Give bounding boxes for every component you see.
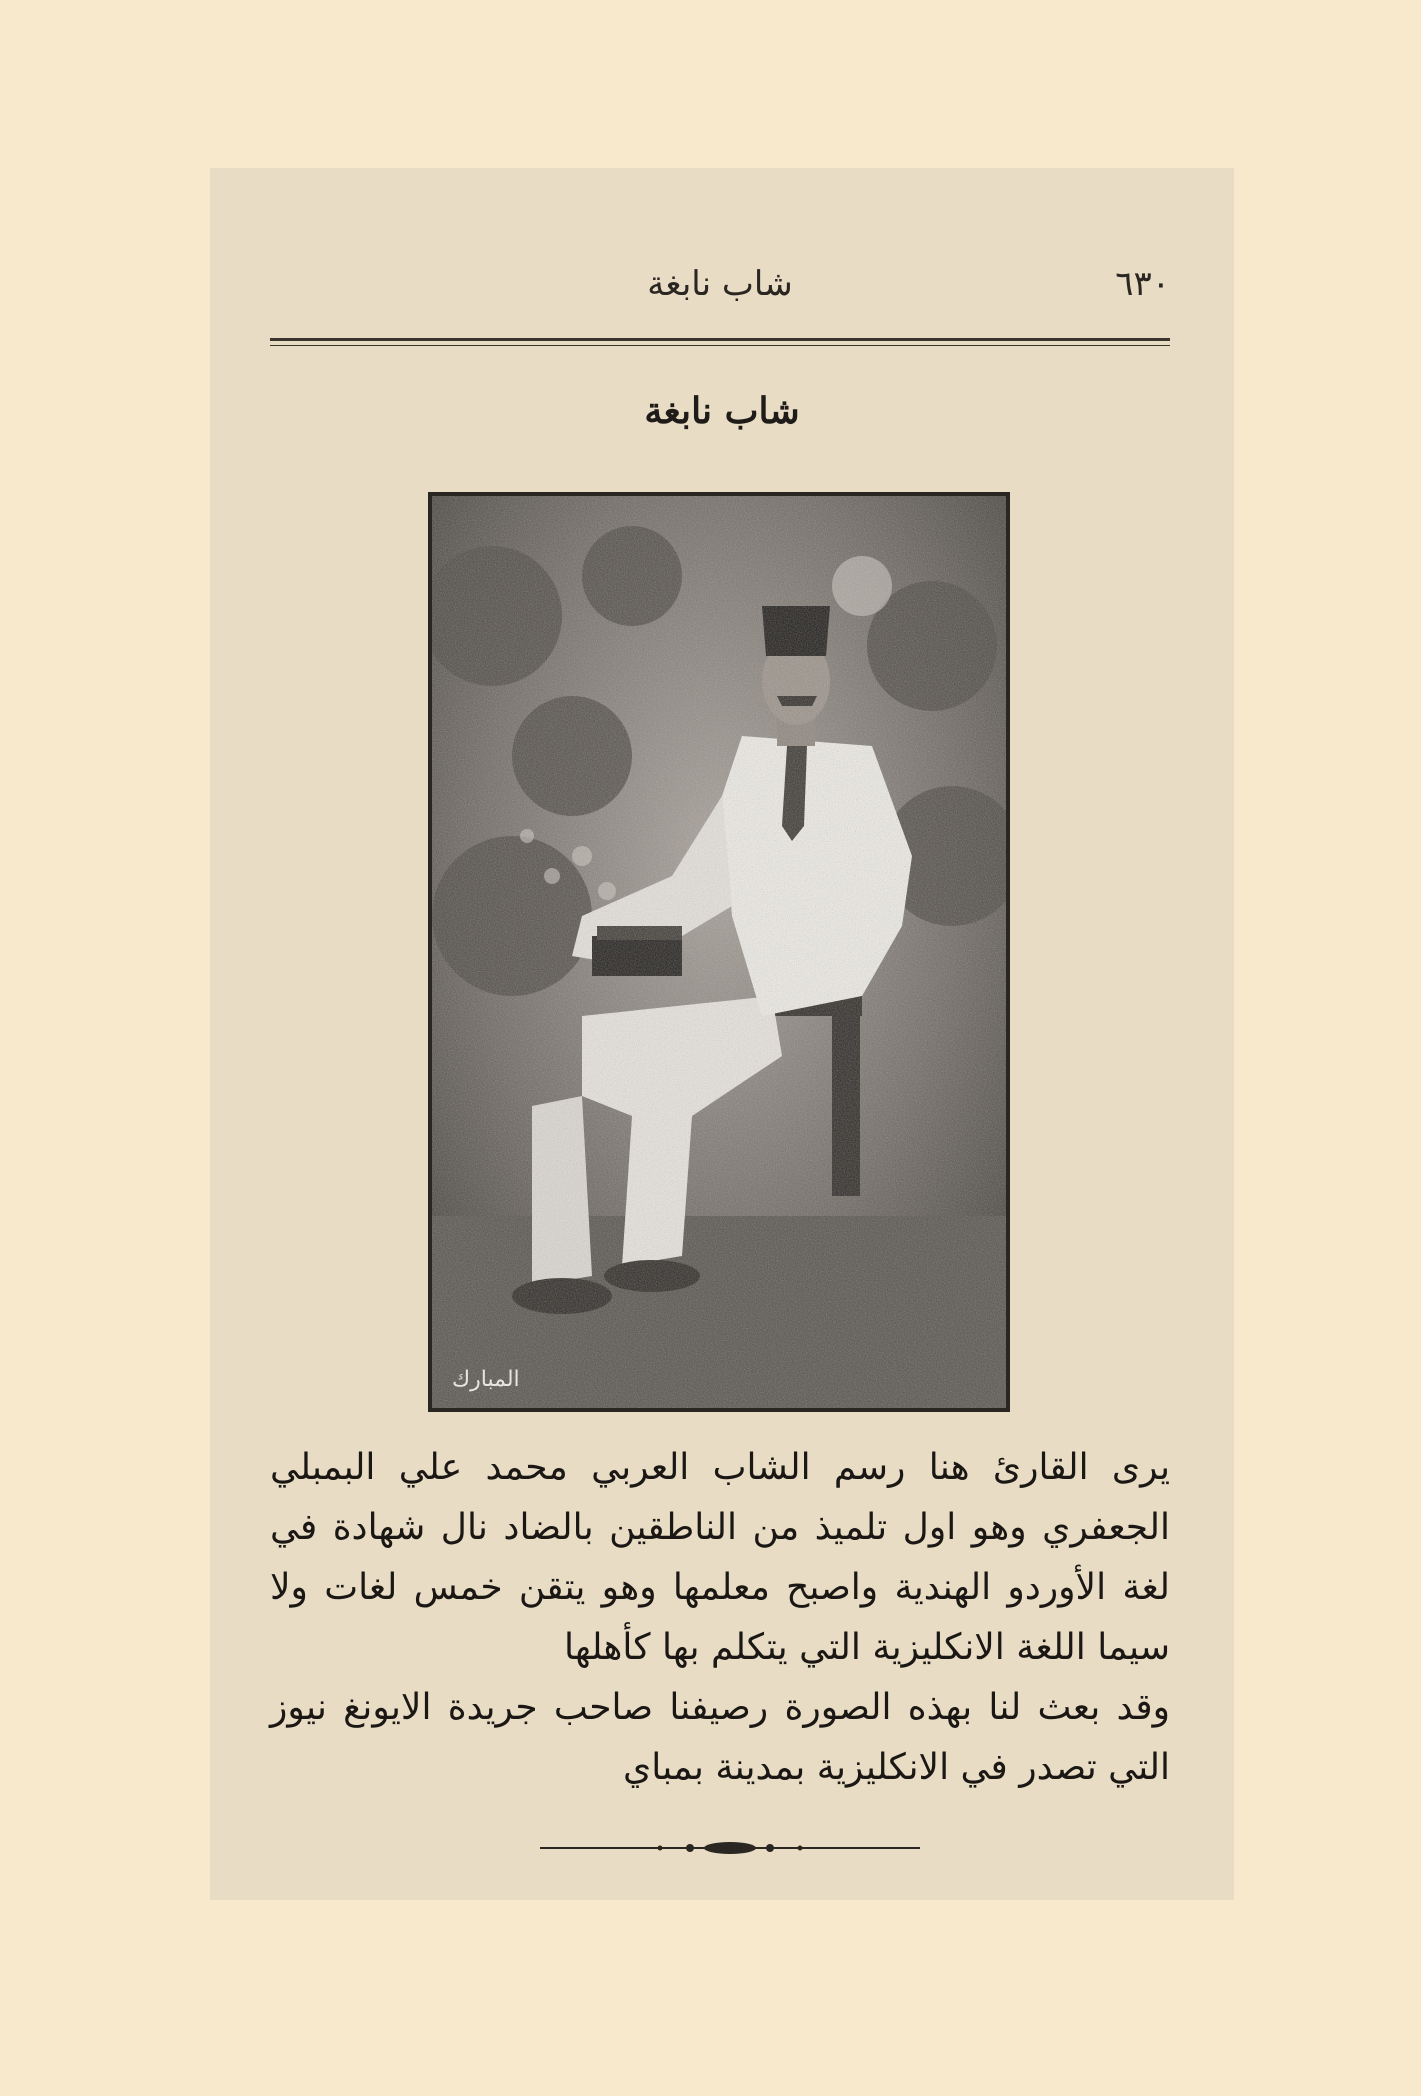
article-body — [270, 1438, 1170, 1798]
closing-ornament — [540, 1838, 920, 1858]
portrait-photo — [428, 492, 1010, 1412]
paragraph: وقد بعث لنا بهذه الصورة رصيفنا صاحب جريدة الايونغ نيوز التي تصدر في الانكليزية بمدينة بمباي — [270, 1687, 1170, 1788]
portrait-illustration — [432, 496, 1006, 1408]
document-page — [210, 168, 1234, 1900]
paragraph: يرى القارئ هنا رسم الشاب العربي محمد علي البمبلي الجعفري وهو اول تلميذ من الناطقين بالضاد نال شهادة في لغة الأوردو الهندية واصبح معلمها وهو يتقن خمس لغات ولا سيما اللغة الانكليزية التي يتكلم بها كأهلها — [270, 1447, 1170, 1668]
photo-signature: المبارك — [452, 1367, 520, 1392]
page-number: ٦٣٠ — [1115, 264, 1170, 304]
header-rule — [270, 338, 1170, 346]
running-header — [270, 264, 1170, 314]
article-title: شاب نابغة — [644, 390, 800, 432]
running-title: شاب نابغة — [647, 264, 793, 304]
